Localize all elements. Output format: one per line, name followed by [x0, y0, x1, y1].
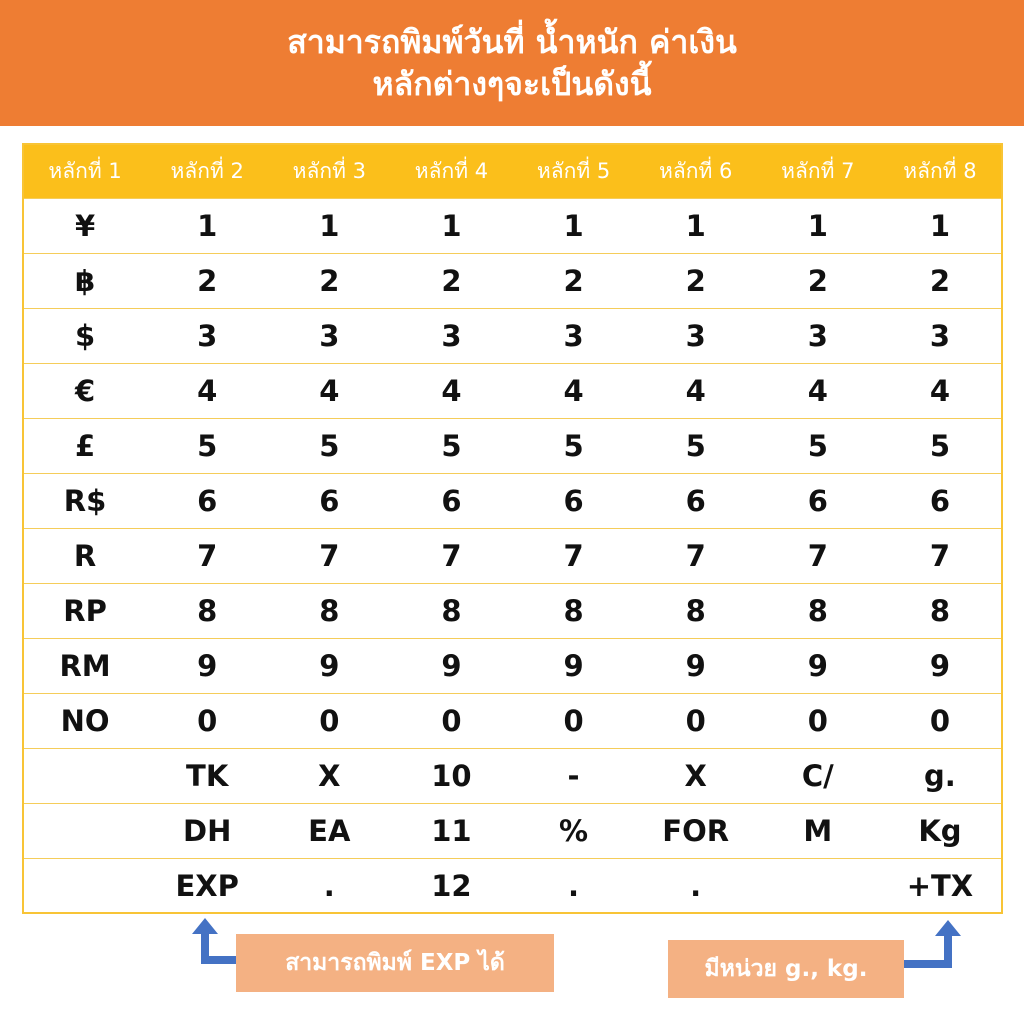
table-cell: 5: [390, 418, 512, 473]
table-cell: R$: [24, 473, 146, 528]
column-header-4: หลักที่ 4: [414, 158, 489, 183]
table-cell: 2: [635, 253, 757, 308]
table-row: [24, 308, 1001, 363]
table-cell: 9: [268, 638, 390, 693]
table-cell: 10: [390, 748, 512, 803]
table-cell: C/: [757, 748, 879, 803]
digit-table: [22, 143, 1003, 914]
table-row: [24, 253, 1001, 308]
header-banner: [0, 0, 1024, 126]
table-cell: g.: [879, 748, 1001, 803]
table-cell: £: [24, 418, 146, 473]
table-cell: RP: [24, 583, 146, 638]
table-cell: 0: [390, 693, 512, 748]
table-cell: 4: [635, 363, 757, 418]
table-cell: 2: [757, 253, 879, 308]
table-cell: 9: [513, 638, 635, 693]
note-exp-printing: สามารถพิมพ์ EXP ได้: [236, 934, 554, 992]
table-cell: %: [513, 803, 635, 858]
table-cell: 8: [146, 583, 268, 638]
table-row: [24, 638, 1001, 693]
column-header-8: หลักที่ 8: [903, 158, 977, 183]
table-cell: 2: [390, 253, 512, 308]
table-cell: 11: [390, 803, 512, 858]
page-title-line-2: หลักต่างๆจะเป็นดังนี้: [372, 65, 652, 103]
table-cell: 7: [635, 528, 757, 583]
table-cell: Kg: [879, 803, 1001, 858]
table-row: [24, 528, 1001, 583]
table-row: [24, 748, 1001, 803]
table-cell: 1: [513, 198, 635, 253]
table-cell: 3: [268, 308, 390, 363]
column-header-3: หลักที่ 3: [292, 158, 366, 183]
table-header-row: [24, 145, 1001, 198]
table-cell: 1: [635, 198, 757, 253]
table-cell: 4: [757, 363, 879, 418]
table-cell: 8: [268, 583, 390, 638]
table-cell: 5: [879, 418, 1001, 473]
table-cell: X: [635, 748, 757, 803]
table-cell: R: [24, 528, 146, 583]
table-row: [24, 858, 1001, 913]
table-cell: 7: [146, 528, 268, 583]
column-header-1: หลักที่ 1: [48, 158, 122, 183]
table-row: [24, 363, 1001, 418]
column-header-7: หลักที่ 7: [781, 158, 855, 183]
table-cell: .: [635, 858, 757, 913]
table-cell: ฿: [24, 253, 146, 308]
table-cell: 2: [146, 253, 268, 308]
table-row: [24, 198, 1001, 253]
table-cell: 8: [757, 583, 879, 638]
table-cell: RM: [24, 638, 146, 693]
table-cell: [24, 803, 146, 858]
column-header-2: หลักที่ 2: [170, 158, 244, 183]
table-cell: 5: [146, 418, 268, 473]
table-body: [24, 198, 1001, 913]
table-cell: 5: [513, 418, 635, 473]
table-cell: 1: [268, 198, 390, 253]
table-row: [24, 418, 1001, 473]
table-cell: 9: [879, 638, 1001, 693]
table-cell: 8: [879, 583, 1001, 638]
table-cell: [757, 858, 879, 913]
table-cell: 6: [635, 473, 757, 528]
note-weight-units: มีหน่วย g., kg.: [668, 940, 904, 998]
table-cell: NO: [24, 693, 146, 748]
arrow-up-right-icon: [902, 920, 964, 972]
table-cell: 5: [635, 418, 757, 473]
table-cell: 7: [268, 528, 390, 583]
table-cell: 0: [146, 693, 268, 748]
arrow-up-left-icon: [192, 918, 242, 970]
table-cell: 4: [390, 363, 512, 418]
table-cell: ¥: [24, 198, 146, 253]
table-cell: 9: [635, 638, 757, 693]
table-cell: 1: [146, 198, 268, 253]
table-cell: 1: [757, 198, 879, 253]
table-cell: 2: [513, 253, 635, 308]
page-title-line-1: สามารถพิมพ์วันที่ น้ำหนัก ค่าเงิน: [287, 23, 737, 61]
table-cell: 8: [513, 583, 635, 638]
table-row: [24, 693, 1001, 748]
table-cell: M: [757, 803, 879, 858]
table-cell: 6: [757, 473, 879, 528]
table-row: [24, 473, 1001, 528]
table-cell: €: [24, 363, 146, 418]
table-cell: 0: [635, 693, 757, 748]
table-cell: EA: [268, 803, 390, 858]
table-cell: 7: [757, 528, 879, 583]
table-cell: [24, 858, 146, 913]
table-cell: 3: [879, 308, 1001, 363]
table-row: [24, 583, 1001, 638]
table-cell: .: [513, 858, 635, 913]
table-cell: 0: [757, 693, 879, 748]
table-cell: 4: [146, 363, 268, 418]
table-cell: 1: [879, 198, 1001, 253]
table-cell: X: [268, 748, 390, 803]
table-cell: 0: [879, 693, 1001, 748]
table-cell: 0: [268, 693, 390, 748]
table-cell: 4: [268, 363, 390, 418]
table-cell: 3: [390, 308, 512, 363]
table-cell: .: [268, 858, 390, 913]
table-cell: 3: [757, 308, 879, 363]
table-cell: 7: [513, 528, 635, 583]
table-cell: 9: [146, 638, 268, 693]
table-cell: 9: [390, 638, 512, 693]
table-cell: $: [24, 308, 146, 363]
table-cell: 4: [513, 363, 635, 418]
column-header-6: หลักที่ 6: [659, 158, 733, 183]
table-cell: 6: [390, 473, 512, 528]
table-cell: 4: [879, 363, 1001, 418]
table-cell: 2: [879, 253, 1001, 308]
table-cell: 3: [146, 308, 268, 363]
table-cell: FOR: [635, 803, 757, 858]
table-cell: 6: [513, 473, 635, 528]
column-header-5: หลักที่ 5: [536, 158, 611, 183]
table-cell: 9: [757, 638, 879, 693]
table-row: [24, 803, 1001, 858]
table-cell: -: [513, 748, 635, 803]
table-cell: 5: [757, 418, 879, 473]
table-cell: 6: [879, 473, 1001, 528]
table-cell: 6: [146, 473, 268, 528]
table-cell: 7: [390, 528, 512, 583]
table-cell: 0: [513, 693, 635, 748]
table-cell: 5: [268, 418, 390, 473]
table-cell: 3: [513, 308, 635, 363]
table-cell: 8: [390, 583, 512, 638]
table-cell: DH: [146, 803, 268, 858]
table-cell: 12: [390, 858, 512, 913]
table-cell: 6: [268, 473, 390, 528]
table-cell: 7: [879, 528, 1001, 583]
table-cell: +TX: [879, 858, 1001, 913]
table-cell: 2: [268, 253, 390, 308]
table-cell: [24, 748, 146, 803]
table-cell: 8: [635, 583, 757, 638]
table-cell: 3: [635, 308, 757, 363]
table-cell: EXP: [146, 858, 268, 913]
table-cell: TK: [146, 748, 268, 803]
table-cell: 1: [390, 198, 512, 253]
